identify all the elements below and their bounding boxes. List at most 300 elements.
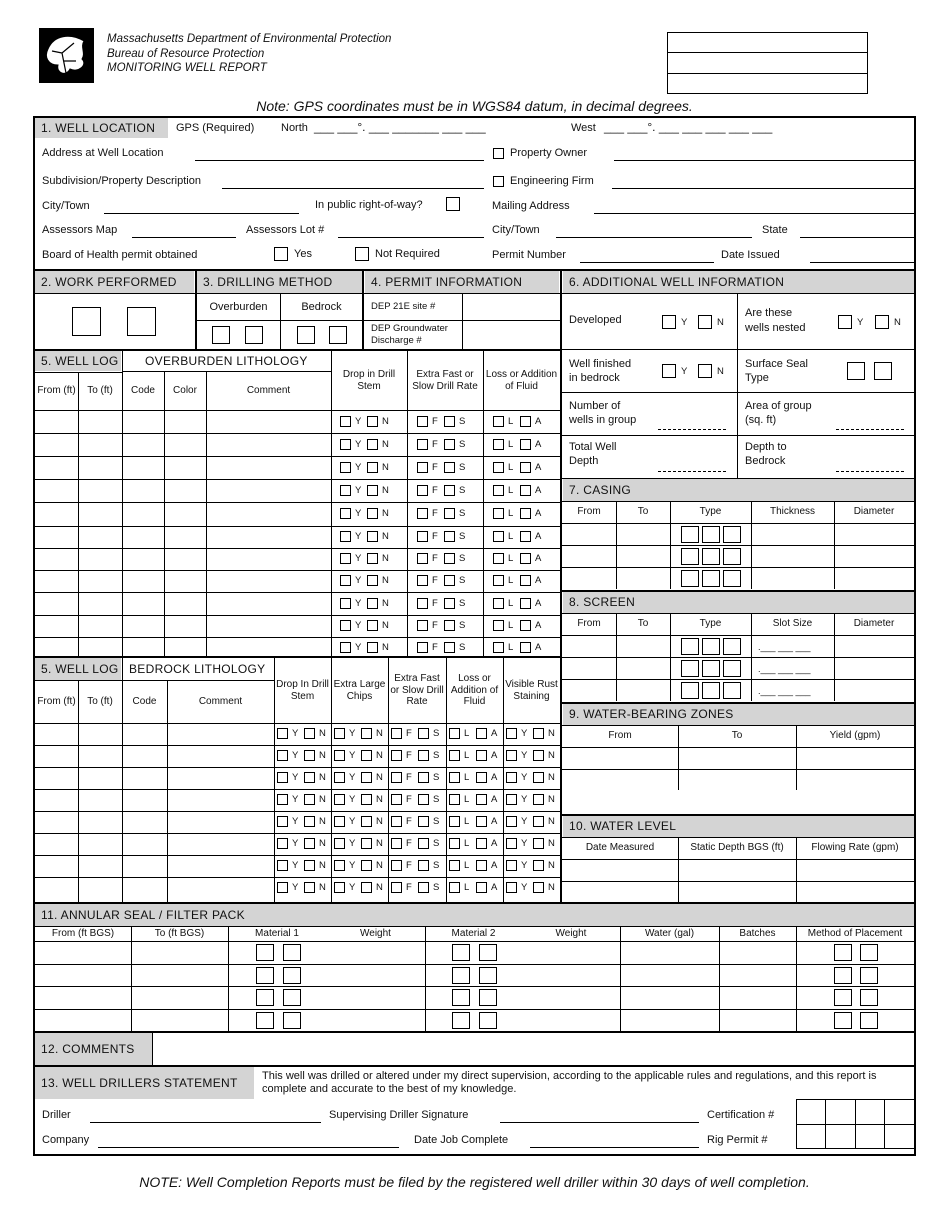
overburden-label: Overburden <box>209 301 268 313</box>
seal-box-1[interactable] <box>847 362 865 380</box>
br-rate-s-checkbox[interactable] <box>418 882 429 893</box>
placement-box[interactable] <box>834 967 852 984</box>
br-rate-s-checkbox[interactable] <box>418 816 429 827</box>
br-drop-y-checkbox[interactable] <box>277 772 288 783</box>
br-rate-f-checkbox[interactable] <box>391 816 402 827</box>
company-label: Company <box>42 1134 90 1146</box>
br-drop-y-checkbox[interactable] <box>277 838 288 849</box>
placement-box[interactable] <box>834 989 852 1006</box>
br-fluid-l-checkbox[interactable] <box>449 750 460 761</box>
ob-drop-y-checkbox[interactable] <box>340 462 351 473</box>
br-rate-s-checkbox[interactable] <box>418 860 429 871</box>
ob-rate-f-checkbox[interactable] <box>417 439 428 450</box>
ob-drop-n-checkbox[interactable] <box>367 642 378 653</box>
date-issued-label: Date Issued <box>721 249 780 261</box>
gps-note: Note: GPS coordinates must be in WGS84 datum, in decimal degrees. <box>256 98 693 114</box>
br-rust-y-checkbox[interactable] <box>506 838 517 849</box>
finished-y-checkbox[interactable] <box>662 364 676 378</box>
ob-fluid-l-checkbox[interactable] <box>493 553 504 564</box>
placement-box[interactable] <box>860 989 878 1006</box>
west-field[interactable]: ___ ___°. ___ ___ ___ ___ ___ <box>604 120 773 134</box>
overburden-col-header: To (ft) <box>87 385 113 397</box>
ob-fluid-l-checkbox[interactable] <box>493 531 504 542</box>
br-drop-y-checkbox[interactable] <box>277 750 288 761</box>
city2-field[interactable] <box>556 237 752 238</box>
annular-col-header: From (ft BGS) <box>51 928 115 940</box>
br-fluid-a-checkbox[interactable] <box>476 750 487 761</box>
br-drop-y-label: Y <box>292 860 299 871</box>
boh-yes-checkbox[interactable] <box>274 247 288 261</box>
br-rate-s-checkbox[interactable] <box>418 794 429 805</box>
ob-rate-f-checkbox[interactable] <box>417 642 428 653</box>
north-field[interactable]: ___ ___°. ___ _______ ___ ___ <box>314 120 486 134</box>
br-chips-n-checkbox[interactable] <box>361 838 372 849</box>
dep-logo <box>39 28 94 83</box>
br-chips-y-checkbox[interactable] <box>334 728 345 739</box>
num-wells-field[interactable] <box>658 429 726 430</box>
br-rust-y-checkbox[interactable] <box>506 772 517 783</box>
ob-fluid-l-label: L <box>508 642 514 653</box>
br-fluid-l-checkbox[interactable] <box>449 772 460 783</box>
br-fluid-l-label: L <box>464 728 470 739</box>
ob-drop-y-checkbox[interactable] <box>340 620 351 631</box>
br-rate-f-label: F <box>406 750 412 761</box>
ob-drop-n-checkbox[interactable] <box>367 575 378 586</box>
casing-type-box[interactable] <box>723 548 741 565</box>
ob-drop-n-checkbox[interactable] <box>367 508 378 519</box>
br-fluid-a-checkbox[interactable] <box>476 728 487 739</box>
screen-type-box[interactable] <box>702 682 720 699</box>
nested-y-checkbox[interactable] <box>838 315 852 329</box>
ob-drop-n-checkbox[interactable] <box>367 620 378 631</box>
ob-drop-n-checkbox[interactable] <box>367 553 378 564</box>
ob-fluid-a-checkbox[interactable] <box>520 598 531 609</box>
material2-box[interactable] <box>452 1012 470 1029</box>
ob-rate-s-checkbox[interactable] <box>444 462 455 473</box>
driller-field[interactable] <box>90 1122 321 1123</box>
engineering-firm-label: Engineering Firm <box>510 175 594 187</box>
property-owner-checkbox[interactable] <box>493 148 504 159</box>
casing-type-box[interactable] <box>723 570 741 587</box>
gps-label: GPS (Required) <box>176 122 255 134</box>
br-rate-s-label: S <box>433 750 440 761</box>
overburden-box-2[interactable] <box>245 326 263 344</box>
material2-box[interactable] <box>479 944 497 961</box>
br-rate-f-checkbox[interactable] <box>391 728 402 739</box>
br-rate-s-checkbox[interactable] <box>418 728 429 739</box>
screen-type-box[interactable] <box>681 682 699 699</box>
material2-box[interactable] <box>479 989 497 1006</box>
ob-rate-f-checkbox[interactable] <box>417 508 428 519</box>
material1-box[interactable] <box>283 944 301 961</box>
casing-type-box[interactable] <box>681 526 699 543</box>
br-rate-f-label: F <box>406 816 412 827</box>
br-rust-y-checkbox[interactable] <box>506 794 517 805</box>
br-rust-y-checkbox[interactable] <box>506 860 517 871</box>
ob-fluid-a-label: A <box>535 553 542 564</box>
mailing-field[interactable] <box>594 213 914 214</box>
bedrock-col-header: Extra Large Chips <box>333 679 386 702</box>
material1-box[interactable] <box>283 989 301 1006</box>
br-drop-y-checkbox[interactable] <box>277 728 288 739</box>
br-rust-n-label: N <box>548 816 555 827</box>
slot-size-field[interactable]: .___ ___ ___ <box>758 664 811 674</box>
ob-fluid-a-checkbox[interactable] <box>520 462 531 473</box>
material1-box[interactable] <box>283 967 301 984</box>
ob-drop-y-checkbox[interactable] <box>340 485 351 496</box>
ob-rate-f-checkbox[interactable] <box>417 416 428 427</box>
ob-rate-f-label: F <box>432 642 438 653</box>
casing-type-box[interactable] <box>702 548 720 565</box>
ob-rate-f-checkbox[interactable] <box>417 462 428 473</box>
ob-rate-s-checkbox[interactable] <box>444 575 455 586</box>
water_level-col-header: Static Depth BGS (ft) <box>690 842 784 854</box>
br-rate-f-checkbox[interactable] <box>391 794 402 805</box>
casing-type-box[interactable] <box>723 526 741 543</box>
ob-drop-y-checkbox[interactable] <box>340 575 351 586</box>
br-rust-n-checkbox[interactable] <box>533 750 544 761</box>
address-field[interactable] <box>195 160 484 161</box>
depth-bedrock-field[interactable] <box>836 471 904 472</box>
subdivision-field[interactable] <box>222 188 484 189</box>
br-drop-n-checkbox[interactable] <box>304 728 315 739</box>
nested-n-checkbox[interactable] <box>875 315 889 329</box>
screen-type-box[interactable] <box>723 638 741 655</box>
placement-box[interactable] <box>860 967 878 984</box>
ob-fluid-a-checkbox[interactable] <box>520 642 531 653</box>
west-label: West <box>571 122 596 134</box>
br-rate-s-label: S <box>433 728 440 739</box>
ob-drop-y-checkbox[interactable] <box>340 508 351 519</box>
br-rust-n-checkbox[interactable] <box>533 772 544 783</box>
ob-rate-s-label: S <box>459 575 466 586</box>
ob-rate-s-label: S <box>459 642 466 653</box>
br-rust-n-checkbox[interactable] <box>533 838 544 849</box>
br-rust-n-checkbox[interactable] <box>533 816 544 827</box>
br-fluid-l-checkbox[interactable] <box>449 728 460 739</box>
ob-drop-n-label: N <box>382 439 389 450</box>
public-row-checkbox[interactable] <box>446 197 460 211</box>
br-drop-n-label: N <box>319 794 326 805</box>
br-drop-y-label: Y <box>292 772 299 783</box>
screen-type-box[interactable] <box>681 638 699 655</box>
br-fluid-l-checkbox[interactable] <box>449 794 460 805</box>
state-field[interactable] <box>800 237 914 238</box>
additional-info-header: 6. ADDITIONAL WELL INFORMATION <box>563 271 914 293</box>
ob-fluid-a-checkbox[interactable] <box>520 485 531 496</box>
br-drop-y-checkbox[interactable] <box>277 860 288 871</box>
area-field[interactable] <box>836 429 904 430</box>
br-chips-n-checkbox[interactable] <box>361 794 372 805</box>
br-chips-n-checkbox[interactable] <box>361 860 372 871</box>
br-rate-s-checkbox[interactable] <box>418 750 429 761</box>
bedrock-col-header: From (ft) <box>37 695 76 707</box>
ob-rate-s-checkbox[interactable] <box>444 642 455 653</box>
br-drop-y-label: Y <box>292 816 299 827</box>
br-drop-n-label: N <box>319 772 326 783</box>
ob-drop-n-checkbox[interactable] <box>367 462 378 473</box>
ob-fluid-l-label: L <box>508 508 514 519</box>
ob-fluid-l-checkbox[interactable] <box>493 416 504 427</box>
br-rate-s-checkbox[interactable] <box>418 772 429 783</box>
br-drop-n-label: N <box>319 816 326 827</box>
casing-type-box[interactable] <box>681 570 699 587</box>
br-rate-f-label: F <box>406 882 412 893</box>
br-fluid-a-checkbox[interactable] <box>476 816 487 827</box>
bedrock-col-header: Loss or Addition of Fluid <box>450 673 499 708</box>
material1-box[interactable] <box>256 1012 274 1029</box>
placement-box[interactable] <box>834 1012 852 1029</box>
ob-fluid-l-checkbox[interactable] <box>493 575 504 586</box>
br-rate-f-checkbox[interactable] <box>391 882 402 893</box>
ob-fluid-a-label: A <box>535 508 542 519</box>
br-rate-f-checkbox[interactable] <box>391 838 402 849</box>
ob-drop-y-checkbox[interactable] <box>340 531 351 542</box>
ob-rate-s-checkbox[interactable] <box>444 439 455 450</box>
br-chips-n-checkbox[interactable] <box>361 750 372 761</box>
ob-drop-y-label: Y <box>355 620 362 631</box>
br-drop-y-label: Y <box>292 882 299 893</box>
br-drop-y-checkbox[interactable] <box>277 816 288 827</box>
br-rate-f-checkbox[interactable] <box>391 860 402 871</box>
br-fluid-l-checkbox[interactable] <box>449 882 460 893</box>
br-rate-s-label: S <box>433 816 440 827</box>
br-fluid-l-checkbox[interactable] <box>449 816 460 827</box>
br-chips-y-label: Y <box>349 816 356 827</box>
signature-field[interactable] <box>500 1122 699 1123</box>
material2-box[interactable] <box>479 967 497 984</box>
br-chips-n-checkbox[interactable] <box>361 816 372 827</box>
br-fluid-a-checkbox[interactable] <box>476 772 487 783</box>
br-chips-n-checkbox[interactable] <box>361 882 372 893</box>
boh-not-required-checkbox[interactable] <box>355 247 369 261</box>
work-performed-box-1[interactable] <box>72 307 101 336</box>
mailing-label: Mailing Address <box>492 200 570 212</box>
br-drop-n-checkbox[interactable] <box>304 794 315 805</box>
work-performed-box-2[interactable] <box>127 307 156 336</box>
br-chips-y-checkbox[interactable] <box>334 772 345 783</box>
developed-n-checkbox[interactable] <box>698 315 712 329</box>
developed-y-checkbox[interactable] <box>662 315 676 329</box>
br-rust-n-label: N <box>548 772 555 783</box>
br-chips-y-checkbox[interactable] <box>334 838 345 849</box>
br-drop-n-checkbox[interactable] <box>304 860 315 871</box>
overburden-box-1[interactable] <box>212 326 230 344</box>
ob-rate-f-checkbox[interactable] <box>417 620 428 631</box>
ob-fluid-l-checkbox[interactable] <box>493 508 504 519</box>
engineering-firm-field[interactable] <box>612 188 914 189</box>
ob-fluid-a-checkbox[interactable] <box>520 439 531 450</box>
ob-rate-f-label: F <box>432 620 438 631</box>
br-rate-f-checkbox[interactable] <box>391 772 402 783</box>
ob-rate-s-checkbox[interactable] <box>444 598 455 609</box>
ob-fluid-l-label: L <box>508 553 514 564</box>
overburden-col-header: From (ft) <box>37 385 76 397</box>
comments-field[interactable] <box>154 1034 914 1064</box>
br-fluid-a-checkbox[interactable] <box>476 882 487 893</box>
date-complete-field[interactable] <box>530 1147 699 1148</box>
ob-fluid-a-checkbox[interactable] <box>520 416 531 427</box>
office-use-box[interactable] <box>667 32 868 94</box>
finished-y-label: Y <box>681 366 688 377</box>
ob-drop-n-checkbox[interactable] <box>367 531 378 542</box>
casing-type-box[interactable] <box>702 570 720 587</box>
ob-rate-s-checkbox[interactable] <box>444 416 455 427</box>
br-fluid-l-checkbox[interactable] <box>449 838 460 849</box>
ob-drop-y-checkbox[interactable] <box>340 598 351 609</box>
permit-number-field[interactable] <box>580 262 714 263</box>
ob-drop-y-checkbox[interactable] <box>340 553 351 564</box>
material2-box[interactable] <box>452 989 470 1006</box>
br-rust-y-checkbox[interactable] <box>506 816 517 827</box>
city-field[interactable] <box>104 213 299 214</box>
engineering-firm-checkbox[interactable] <box>493 176 504 187</box>
ob-fluid-l-checkbox[interactable] <box>493 462 504 473</box>
ob-fluid-l-checkbox[interactable] <box>493 620 504 631</box>
br-drop-n-label: N <box>319 750 326 761</box>
seal-box-2[interactable] <box>874 362 892 380</box>
br-fluid-a-checkbox[interactable] <box>476 794 487 805</box>
br-rust-y-checkbox[interactable] <box>506 750 517 761</box>
br-drop-n-checkbox[interactable] <box>304 838 315 849</box>
material2-box[interactable] <box>479 1012 497 1029</box>
ob-rate-s-checkbox[interactable] <box>444 508 455 519</box>
date-issued-field[interactable] <box>810 262 914 263</box>
placement-box[interactable] <box>834 944 852 961</box>
ob-rate-f-label: F <box>432 531 438 542</box>
br-chips-y-checkbox[interactable] <box>334 750 345 761</box>
ob-rate-f-checkbox[interactable] <box>417 553 428 564</box>
material1-box[interactable] <box>283 1012 301 1029</box>
assessors-lot-field[interactable] <box>338 237 484 238</box>
br-chips-y-checkbox[interactable] <box>334 816 345 827</box>
water_level-col-header: Date Measured <box>585 842 655 854</box>
ob-fluid-l-checkbox[interactable] <box>493 642 504 653</box>
ob-rate-s-label: S <box>459 485 466 496</box>
ob-drop-y-checkbox[interactable] <box>340 439 351 450</box>
ob-drop-n-checkbox[interactable] <box>367 485 378 496</box>
finished-n-checkbox[interactable] <box>698 364 712 378</box>
ob-rate-s-checkbox[interactable] <box>444 553 455 564</box>
screen-type-box[interactable] <box>723 660 741 677</box>
br-rust-n-checkbox[interactable] <box>533 728 544 739</box>
material2-box[interactable] <box>452 944 470 961</box>
br-fluid-a-checkbox[interactable] <box>476 860 487 871</box>
ob-fluid-a-checkbox[interactable] <box>520 620 531 631</box>
br-rate-s-label: S <box>433 882 440 893</box>
company-field[interactable] <box>98 1147 399 1148</box>
br-chips-n-checkbox[interactable] <box>361 728 372 739</box>
ob-rate-f-checkbox[interactable] <box>417 485 428 496</box>
placement-box[interactable] <box>860 1012 878 1029</box>
br-drop-n-checkbox[interactable] <box>304 772 315 783</box>
total-depth-label-1: Total Well <box>569 441 617 453</box>
placement-box[interactable] <box>860 944 878 961</box>
ob-rate-s-checkbox[interactable] <box>444 485 455 496</box>
br-rust-y-checkbox[interactable] <box>506 728 517 739</box>
br-rust-y-checkbox[interactable] <box>506 882 517 893</box>
ob-rate-f-checkbox[interactable] <box>417 575 428 586</box>
br-fluid-l-checkbox[interactable] <box>449 860 460 871</box>
br-rust-n-checkbox[interactable] <box>533 860 544 871</box>
bedrock-box-1[interactable] <box>297 326 315 344</box>
br-drop-y-checkbox[interactable] <box>277 882 288 893</box>
ob-rate-s-checkbox[interactable] <box>444 620 455 631</box>
num-wells-label-2: wells in group <box>569 414 637 426</box>
ob-drop-n-checkbox[interactable] <box>367 416 378 427</box>
br-drop-n-checkbox[interactable] <box>304 816 315 827</box>
br-rust-n-checkbox[interactable] <box>533 882 544 893</box>
br-drop-n-checkbox[interactable] <box>304 882 315 893</box>
ob-drop-n-checkbox[interactable] <box>367 439 378 450</box>
form-title: MONITORING WELL REPORT <box>107 62 267 74</box>
ob-fluid-l-checkbox[interactable] <box>493 439 504 450</box>
ob-fluid-a-checkbox[interactable] <box>520 575 531 586</box>
br-drop-y-checkbox[interactable] <box>277 794 288 805</box>
ob-rate-f-checkbox[interactable] <box>417 598 428 609</box>
slot-size-field[interactable]: .___ ___ ___ <box>758 686 811 696</box>
material2-box[interactable] <box>452 967 470 984</box>
ob-drop-y-checkbox[interactable] <box>340 642 351 653</box>
br-chips-y-checkbox[interactable] <box>334 882 345 893</box>
ob-drop-n-label: N <box>382 620 389 631</box>
material1-box[interactable] <box>256 944 274 961</box>
br-chips-n-checkbox[interactable] <box>361 772 372 783</box>
ob-fluid-l-checkbox[interactable] <box>493 598 504 609</box>
br-chips-y-checkbox[interactable] <box>334 794 345 805</box>
screen-type-box[interactable] <box>681 660 699 677</box>
br-rate-s-checkbox[interactable] <box>418 838 429 849</box>
screen-type-box[interactable] <box>702 638 720 655</box>
material1-box[interactable] <box>256 989 274 1006</box>
ob-fluid-a-checkbox[interactable] <box>520 553 531 564</box>
footer-note: NOTE: Well Completion Reports must be filed by the registered well driller within 30 days of well completion. <box>139 1174 810 1190</box>
br-rate-f-checkbox[interactable] <box>391 750 402 761</box>
screen-type-box[interactable] <box>723 682 741 699</box>
ob-drop-y-checkbox[interactable] <box>340 416 351 427</box>
slot-size-field[interactable]: .___ ___ ___ <box>758 642 811 652</box>
bedrock-box-2[interactable] <box>329 326 347 344</box>
annular-col-header: Method of Placement <box>807 928 903 940</box>
ob-fluid-a-checkbox[interactable] <box>520 531 531 542</box>
assessors-map-field[interactable] <box>132 237 236 238</box>
drilling-method-header: 3. DRILLING METHOD <box>197 271 362 293</box>
property-owner-field[interactable] <box>614 160 914 161</box>
overburden-log-subtitle: OVERBURDEN LITHOLOGY <box>145 354 308 368</box>
screen-type-box[interactable] <box>702 660 720 677</box>
br-fluid-a-label: A <box>491 838 498 849</box>
ob-drop-n-checkbox[interactable] <box>367 598 378 609</box>
ob-rate-s-checkbox[interactable] <box>444 531 455 542</box>
casing-type-box[interactable] <box>702 526 720 543</box>
casing-type-box[interactable] <box>681 548 699 565</box>
br-drop-n-checkbox[interactable] <box>304 750 315 761</box>
ob-fluid-l-checkbox[interactable] <box>493 485 504 496</box>
total-depth-field[interactable] <box>658 471 726 472</box>
ob-rate-f-label: F <box>432 508 438 519</box>
ob-rate-f-checkbox[interactable] <box>417 531 428 542</box>
br-rust-y-label: Y <box>521 772 528 783</box>
br-fluid-a-checkbox[interactable] <box>476 838 487 849</box>
nested-y-label: Y <box>857 317 864 328</box>
br-chips-y-checkbox[interactable] <box>334 860 345 871</box>
br-rust-n-label: N <box>548 750 555 761</box>
br-drop-y-label: Y <box>292 838 299 849</box>
ob-fluid-a-checkbox[interactable] <box>520 508 531 519</box>
material1-box[interactable] <box>256 967 274 984</box>
br-rust-n-checkbox[interactable] <box>533 794 544 805</box>
ob-rate-s-label: S <box>459 462 466 473</box>
